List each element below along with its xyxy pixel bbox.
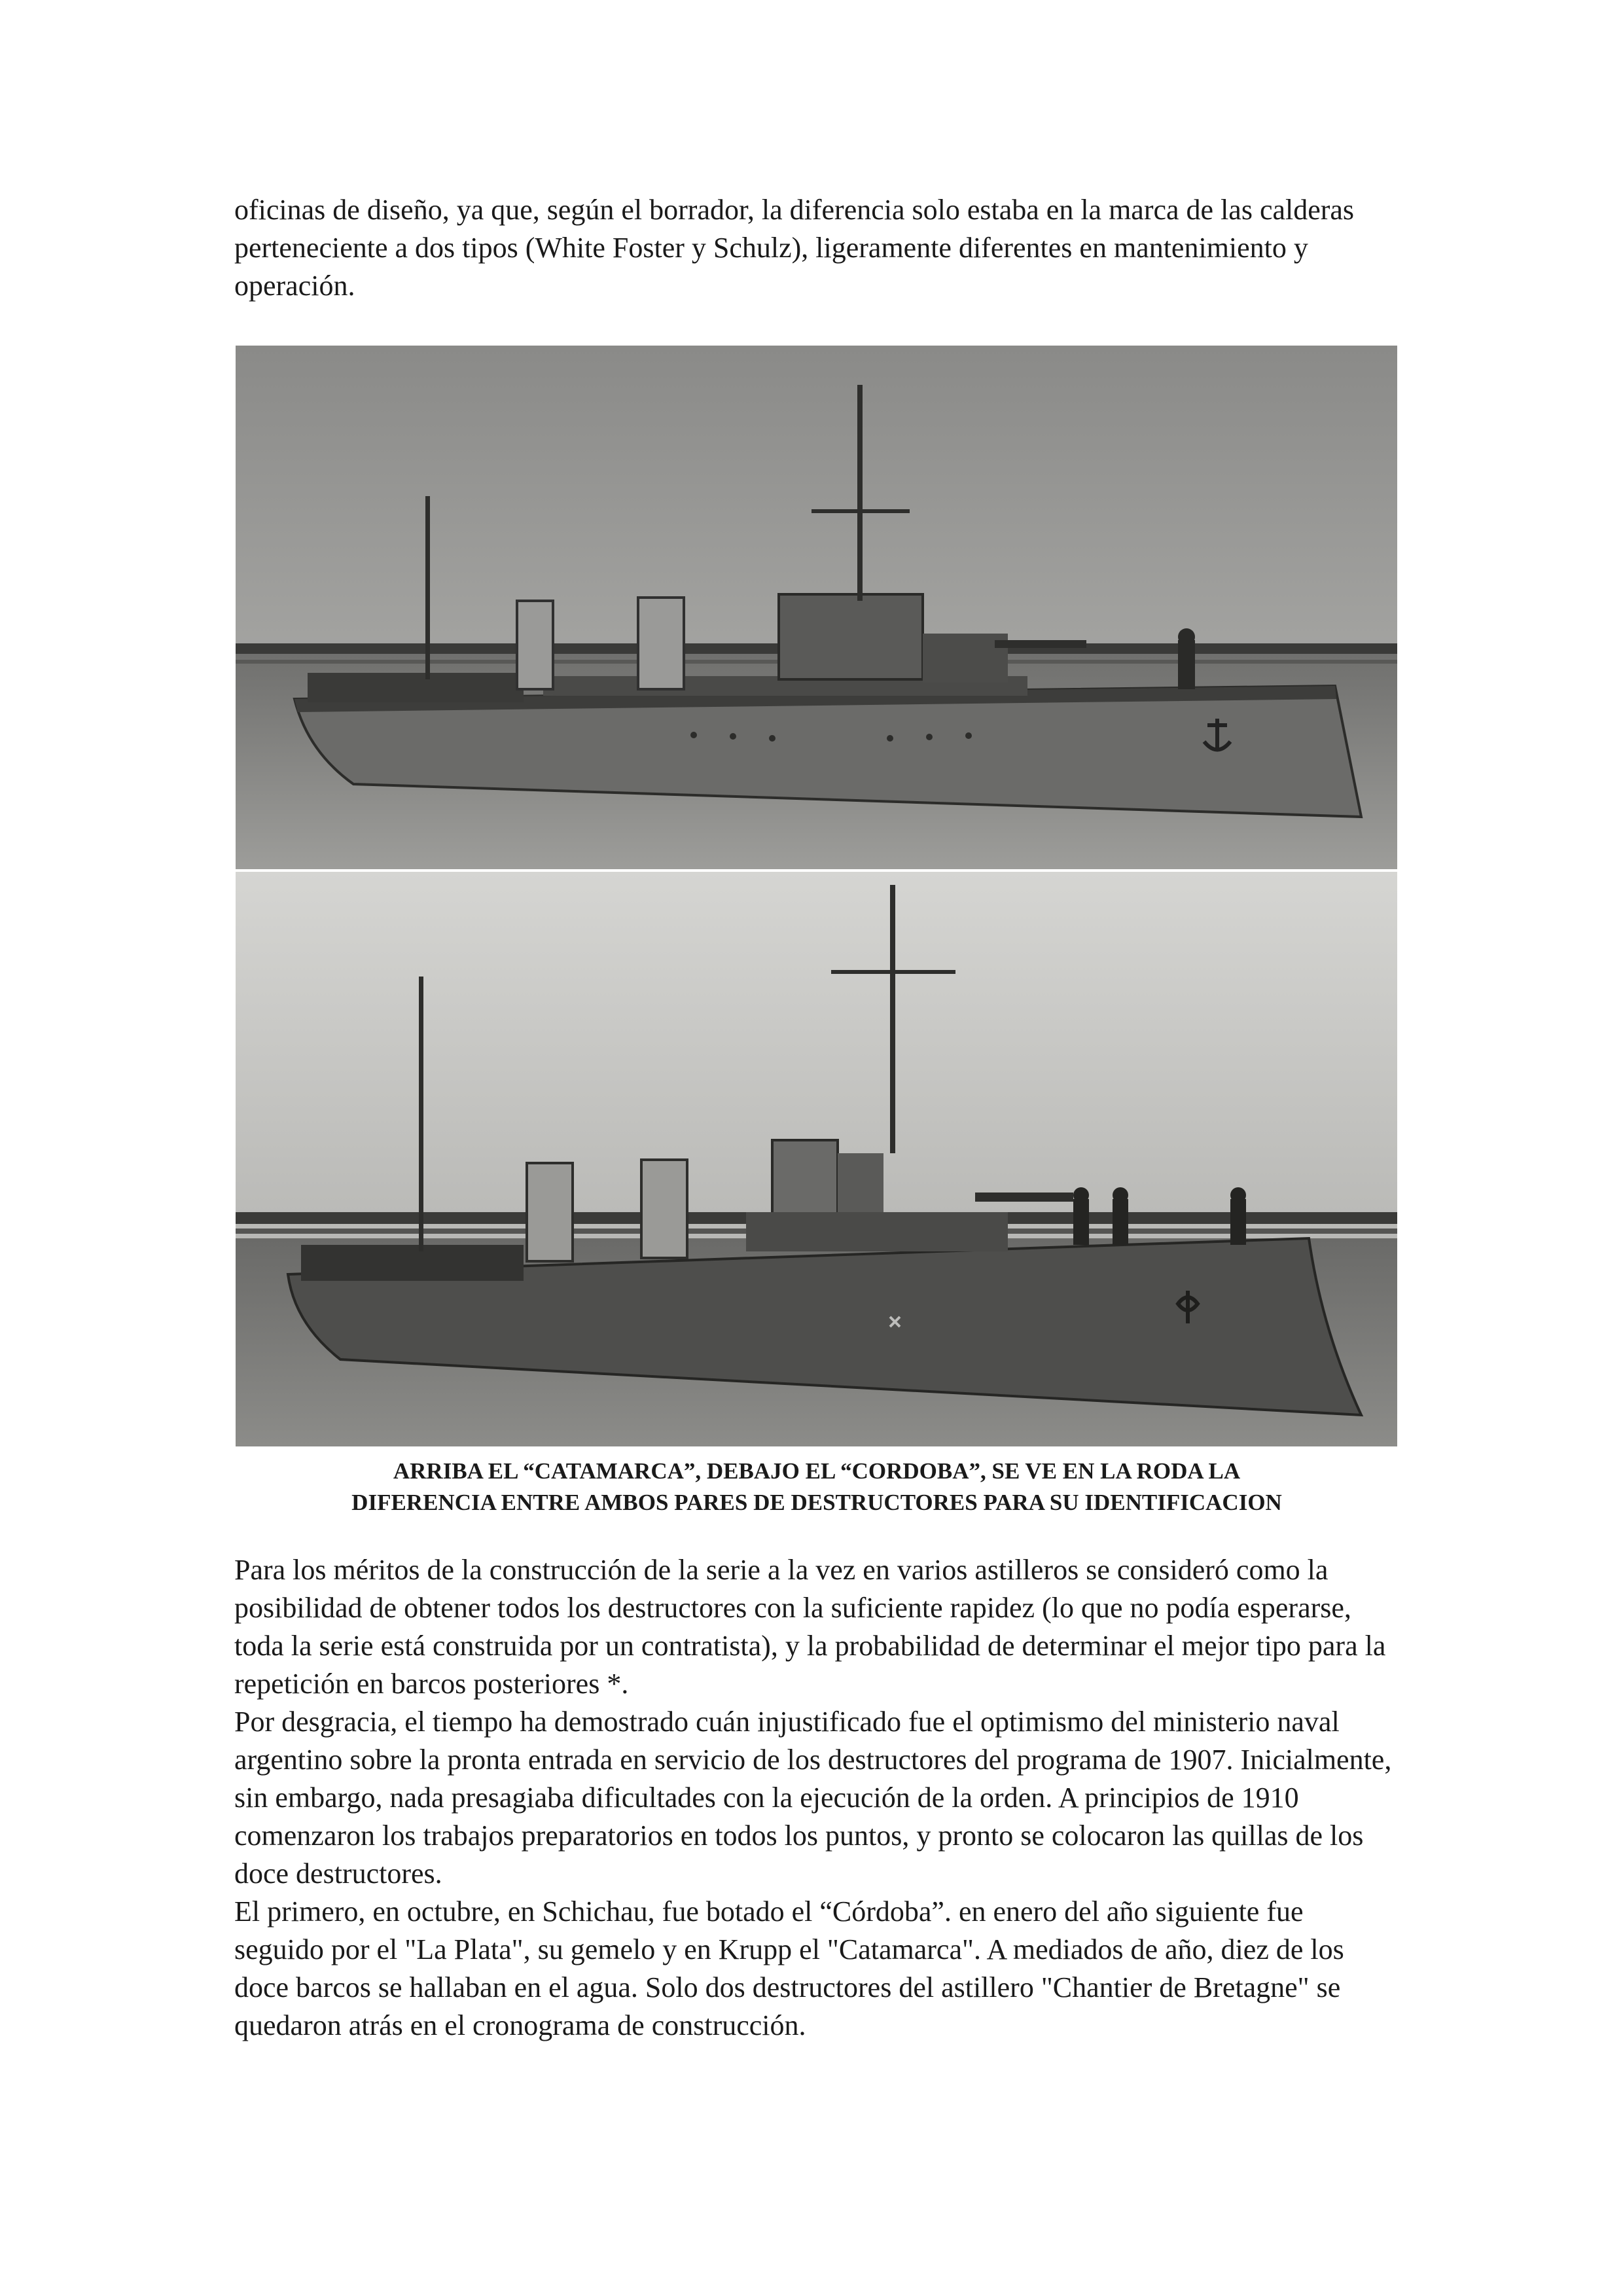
body-text — [234, 1551, 1399, 2045]
destroyer-photo-top — [236, 346, 1397, 869]
body-paragraph-1: Para los méritos de la construcción de la serie a la vez en varios astilleros se consideró como la posibilidad de obtener todos los destructores con la suficiente rapidez (lo que no podía esperarse, toda la serie está construida por un contratista), y la probabilidad de determinar el mejor tipo para la repetición en barcos posteriores *. — [234, 1554, 1386, 1700]
intro-text: oficinas de diseño, ya que, según el borrador, la diferencia solo estaba en la marca de las calderas perteneciente a dos tipos (White Foster y Schulz), ligeramente diferentes en mantenimiento y operación. — [234, 194, 1355, 302]
intro-paragraph — [234, 191, 1399, 305]
photo-cordoba — [236, 872, 1397, 1446]
destroyer-photo-bottom — [236, 872, 1397, 1446]
photo-catamarca — [236, 346, 1397, 869]
body-paragraph-3: El primero, en octubre, en Schichau, fue botado el “Córdoba”. en enero del año siguiente fue seguido por el "La Plata", su gemelo y en Krupp el "Catamarca". A mediados de año, diez de los doce barcos se hallaban en el agua. Solo dos destructores del astillero "Chantier de Bretagne" se quedaron atrás en el cronograma de construcción. — [234, 1895, 1344, 2041]
body-paragraph-2: Por desgracia, el tiempo ha demostrado cuán injustificado fue el optimismo del ministerio naval argentino sobre la pronta entrada en servicio de los destructores del programa de 1907. Inicialmente, sin embargo, nada presagiaba dificultades con la ejecución de la orden. A principios de 1910 comenzaron los trabajos preparatorios en todos los puntos, y pronto se colocaron las quillas de los doce destructores. — [234, 1706, 1392, 1890]
caption-line-1: ARRIBA EL “CATAMARCA”, DEBAJO EL “CORDOBA”, SE VE EN LA RODA LA — [393, 1458, 1241, 1484]
figure-caption — [234, 1456, 1399, 1518]
caption-line-2: DIFERENCIA ENTRE AMBOS PARES DE DESTRUCTORES PARA SU IDENTIFICACION — [351, 1490, 1282, 1515]
